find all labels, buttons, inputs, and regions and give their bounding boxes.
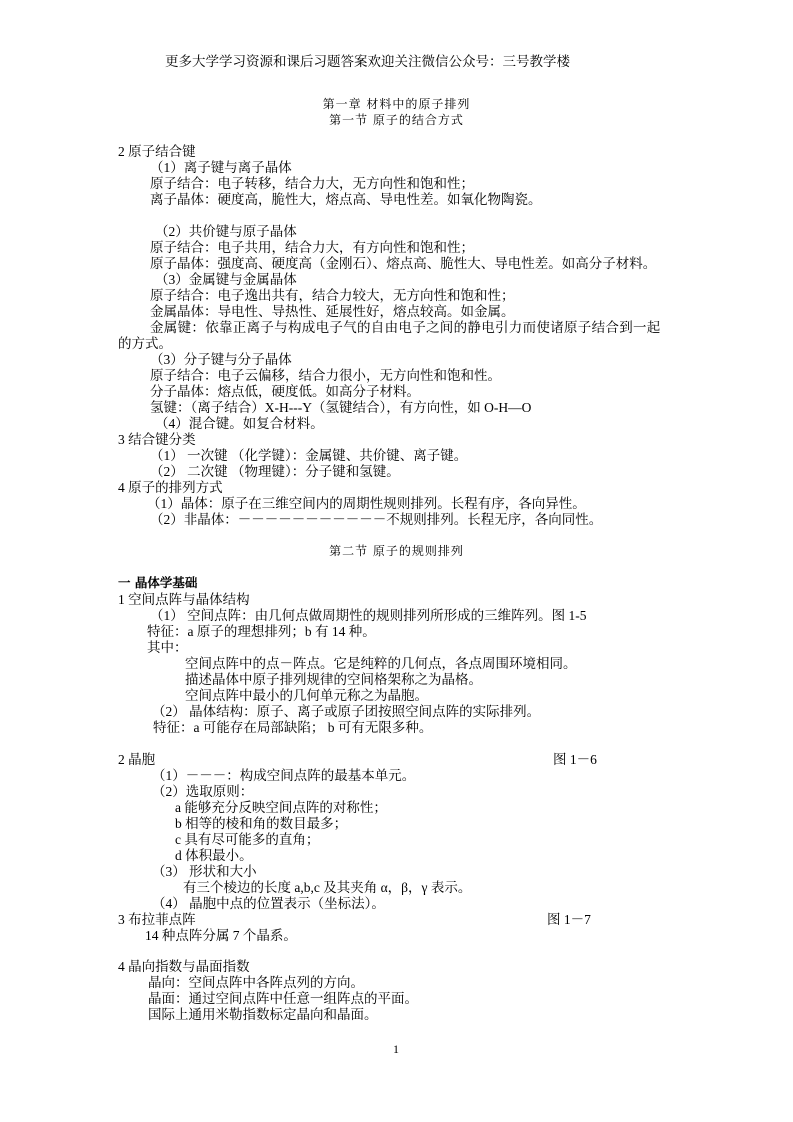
text-line: 空间点阵中的点－阵点。它是纯粹的几何点，各点周围环境相同。 bbox=[185, 656, 577, 671]
text-line: （2）选取原则： bbox=[152, 784, 254, 799]
text-line: a 能够充分反映空间点阵的对称性； bbox=[175, 800, 387, 815]
text-line: 原子晶体：强度高、硬度高（金刚石）、熔点高、脆性大、导电性差。如高分子材料。 bbox=[150, 256, 657, 271]
text-line: 原子结合：电子转移，结合力大，无方向性和饱和性； bbox=[150, 176, 474, 191]
page-number: 1 bbox=[393, 1042, 399, 1056]
text-line: 特征：a 原子的理想排列；b 有 14 种。 bbox=[147, 624, 376, 639]
text-line: 原子结合：电子云偏移，结合力很小，无方向性和饱和性。 bbox=[150, 368, 501, 383]
text-line: 离子晶体：硬度高，脆性大，熔点高、导电性差。如氧化物陶瓷。 bbox=[150, 192, 542, 207]
text-line: 晶面：通过空间点阵中任意一组阵点的平面。 bbox=[148, 991, 418, 1006]
text-line: 原子结合：电子共用，结合力大，有方向性和饱和性； bbox=[150, 240, 474, 255]
text-line: （2） 二次键 （物理键）：分子键和氢键。 bbox=[150, 464, 400, 479]
text-line: （1） 空间点阵：由几何点做周期性的规则排列所形成的三维阵列。图 1-5 bbox=[150, 608, 587, 623]
text-line: 晶向：空间点阵中各阵点列的方向。 bbox=[148, 975, 364, 990]
figure-ref: 图 1－6 bbox=[553, 752, 597, 767]
text-line: d 体积最小。 bbox=[175, 848, 253, 863]
text-line: （4） 晶胞中点的位置表示（坐标法）。 bbox=[152, 896, 385, 911]
text-line: （1）晶体：原子在三维空间内的周期性规则排列。长程有序，各向异性。 bbox=[147, 496, 586, 511]
heading: 3 结合键分类 bbox=[118, 432, 196, 447]
subheading: （2）共价键与原子晶体 bbox=[155, 224, 297, 239]
text-line: （2）非晶体：－－－－－－－－－－－不规则排列。长程无序，各向同性。 bbox=[150, 512, 603, 527]
subheading: （3）分子键与分子晶体 bbox=[150, 352, 292, 367]
text-line: （2） 晶体结构：原子、离子或原子团按照空间点阵的实际排列。 bbox=[152, 704, 541, 719]
text-line: 的方式。 bbox=[118, 336, 172, 351]
text-line: （3） 形状和大小 bbox=[152, 864, 257, 879]
text-line: 特征：a 可能存在局部缺陷； b 可有无限多种。 bbox=[153, 720, 433, 735]
text-line: 14 种点阵分属 7 个晶系。 bbox=[145, 928, 297, 943]
text-line: 金属晶体：导电性、导热性、延展性好，熔点较高。如金属。 bbox=[150, 304, 515, 319]
heading: 4 原子的排列方式 bbox=[118, 480, 223, 495]
heading: 3 布拉菲点阵 bbox=[118, 912, 196, 927]
text-line: 分子晶体：熔点低，硬度低。如高分子材料。 bbox=[150, 384, 420, 399]
text-line: 金属键：依靠正离子与构成电子气的自由电子之间的静电引力而使诸原子结合到一起 bbox=[150, 320, 661, 335]
text-line: c 具有尽可能多的直角； bbox=[175, 832, 320, 847]
subheading: （4）混合键。如复合材料。 bbox=[155, 416, 324, 431]
figure-ref: 图 1－7 bbox=[547, 912, 591, 927]
page-header: 更多大学学习资源和课后习题答案欢迎关注微信公众号：三号教学楼 bbox=[165, 54, 570, 69]
text-line: 有三个棱边的长度 a,b,c 及其夹角 α，β，γ 表示。 bbox=[183, 880, 472, 895]
text-line: （1）－－－：构成空间点阵的最基本单元。 bbox=[152, 768, 416, 783]
text-line: 描述晶体中原子排列规律的空间格架称之为晶格。 bbox=[185, 672, 482, 687]
text-line: 其中： bbox=[147, 640, 188, 655]
heading: 4 晶向指数与晶面指数 bbox=[118, 959, 250, 974]
chapter-title: 第一章 材料中的原子排列 bbox=[322, 97, 471, 111]
text-line: 氢键：（离子结合）X-H---Y（氢键结合），有方向性，如 O-H—O bbox=[150, 400, 532, 415]
text-line: b 相等的棱和角的数目最多； bbox=[175, 816, 348, 831]
subheading: （1）离子键与离子晶体 bbox=[150, 160, 292, 175]
subheading: （3）金属键与金属晶体 bbox=[155, 272, 297, 287]
heading: 1 空间点阵与晶体结构 bbox=[118, 592, 250, 607]
heading: 2 晶胞 bbox=[118, 752, 156, 767]
section-title: 第一节 原子的结合方式 bbox=[329, 113, 464, 127]
text-line: 原子结合：电子逸出共有，结合力较大，无方向性和饱和性； bbox=[150, 288, 515, 303]
text-line: （1） 一次键 （化学键）：金属键、共价键、离子键。 bbox=[150, 448, 468, 463]
section-title: 第二节 原子的规则排列 bbox=[329, 544, 464, 558]
heading-bold: 一 晶体学基础 bbox=[118, 575, 198, 590]
heading: 2 原子结合键 bbox=[118, 144, 196, 159]
text-line: 国际上通用米勒指数标定晶向和晶面。 bbox=[148, 1007, 378, 1022]
text-line: 空间点阵中最小的几何单元称之为晶胞。 bbox=[185, 688, 428, 703]
